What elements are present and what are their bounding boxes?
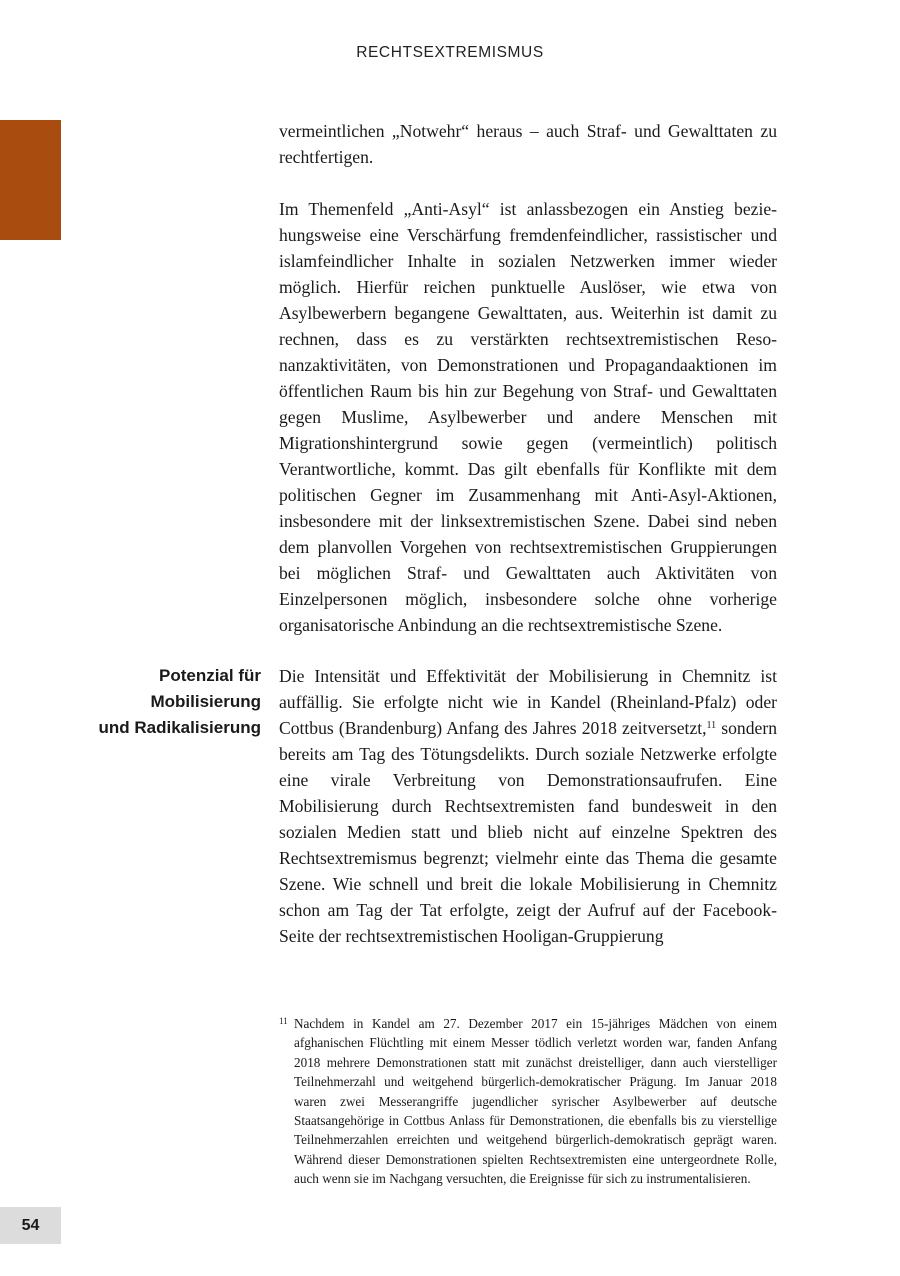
paragraph-text-part: Die Intensität und Effektivität der Mobilisierung in Chemnitz ist auffällig. Sie erfolgte nicht wie in Kandel (Rheinland-Pfalz) oder Cottbus (Brandenburg) Anfang des Jahres 2018 zeitversetzt, <box>279 666 777 738</box>
footnote-text: Nachdem in Kandel am 27. Dezember 2017 ein 15-jähriges Mädchen von einem afghanischen Flüchtling mit einem Messer tödlich verletzt worden war, fanden Anfang 2018 mehrere Demonstrationen statt mit zunächst dreistelliger, dann auch vierstelliger Teilnehmerzahl und weitgehend bürgerlich-demokratischer Prägung. Im Januar 2018 waren zwei Messerangriffe jugendlicher syrischer Asylbewerber auf deutsche Staatsangehörige in Cottbus Anlass für Demonstrationen, die ebenfalls bis zu vierstellige Teilnehmerzahlen erreichten und weitgehend bürgerlich-demokratisch geprägt waren. Während dieser Demonstrationen spielten Rechtsextremisten eine untergeordnete Rolle, auch wenn sie im Nachgang versuchten, die Ereignisse für sich zu instrumentalisieren. <box>294 1016 777 1187</box>
footnote <box>279 1014 777 1189</box>
paragraph-text: vermeintlichen „Notwehr“ heraus – auch Straf- und Gewalttaten zu rechtfertigen. <box>279 121 777 167</box>
paragraph-text <box>279 663 777 949</box>
body-paragraph-1 <box>279 118 777 170</box>
page-number: 54 <box>21 1217 40 1234</box>
body-paragraph-2 <box>279 196 777 638</box>
margin-heading-line: Mobilisierung <box>150 692 261 711</box>
paragraph-text: Im Themenfeld „Anti-Asyl“ ist anlassbezogen ein Anstieg beziehungsweise eine Verschärfung fremdenfeindlicher, rassistischer und islamfeindlicher Inhalte in sozialen Netzwerken immer wieder möglich. Hierfür reichen punktuelle Auslöser, wie etwa von Asylbewerbern begangene Gewalttaten, aus. Weiterhin ist damit zu rechnen, dass es zu verstärkten rechtsextremistischen Resonanzaktivitäten, von Demonstrationen und Propagandaaktionen im öffentlichen Raum bis hin zur Begehung von Straf- und Gewalttaten gegen Muslime, Asylbewerber und andere Menschen mit Migrationshintergrund sowie gegen (vermeintlich) politisch Verantwortliche, kommt. Das gilt ebenfalls für Konflikte mit dem politischen Gegner im Zusammenhang mit Anti-Asyl-Aktionen, insbesondere mit der linksextremistischen Szene. Dabei sind neben dem planvollen Vorgehen von rechtsextremistischen Gruppierungen bei möglichen Straf- und Gewalttaten auch Aktivitäten von Einzelpersonen möglich, insbesondere solche ohne vorherige organisatorische Anbindung an die rechtsextremistische Szene. <box>279 199 777 635</box>
paragraph-text-part: sondern bereits am Tag des Tötungsdelikts. Durch soziale Netzwerke erfolgte eine virale Verbreitung von Demonstrationsaufrufen. Eine Mobilisierung durch Rechtsextremisten fand bundesweit in den sozialen Medien statt und blieb nicht auf einzelne Spektren des Rechtsextremismus begrenzt; vielmehr einte das Thema die gesamte Szene. Wie schnell und breit die lokale Mobilisierung in Chemnitz schon am Tag der Tat erfolgte, zeigt der Aufruf auf der Facebook-Seite der rechtsextremistischen Hooligan-Gruppierung <box>279 718 777 946</box>
margin-heading-line: und Radikalisierung <box>98 718 261 737</box>
footnote-reference[interactable]: 11 <box>706 720 717 731</box>
running-header: RECHTSEXTREMISMUS <box>356 44 544 61</box>
margin-heading-line: Potenzial für <box>158 666 261 685</box>
chapter-color-tab <box>0 120 61 240</box>
body-paragraph-3 <box>279 663 777 949</box>
footnote-number: 11 <box>279 1016 288 1026</box>
margin-heading <box>60 663 261 741</box>
